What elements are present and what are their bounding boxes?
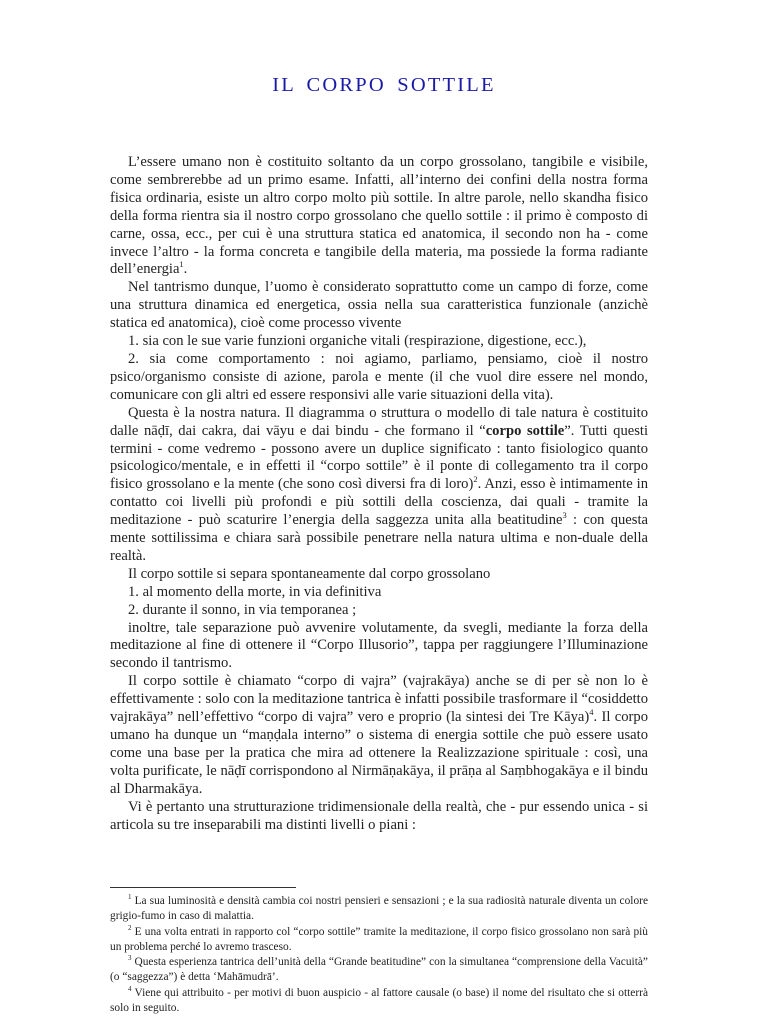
- list-item: 1. al momento della morte, in via definitiva: [128, 583, 382, 600]
- footnote-ref-4[interactable]: 4: [589, 707, 594, 718]
- footnote-ref-2[interactable]: 2: [473, 474, 478, 485]
- footnote-ref-3[interactable]: 3: [562, 510, 567, 521]
- paragraph-illusory-body: inoltre, tale separazione può avvenire volutamente, da svegli, mediante la forza della meditazione al fine di ottenere il “Corpo Illusorio”, tappa per raggiungere l’Illuminazione secondo il tantrismo.: [110, 619, 648, 672]
- footnote: $^1$ La sua luminosità e densità cambia coi nostri pensieri e sensazioni ; e la sua radiosità naturale diventa un colore grigio-fumo in caso di malattia.: [110, 893, 648, 923]
- list-item: 2. sia come comportamento : noi agiamo, parliamo, pensiamo, cioè il nostro psico/organismo consiste di azione, parola e mente (il che vuol dire essere nel mondo, comunicare con gli altri ed essere responsivi alle varie situazioni della vita).: [110, 350, 648, 403]
- paragraph-nature: Questa è la nostra natura. Il diagramma o struttura o modello di tale natura è costituito dalle nāḍī, dai cakra, dai vāyu e dai bindu - che formano il “corpo sottile”. Tutti questi termini - come vedremo - possono avere un duplice significato : tanto fisiologico quanto psicologico/mentale, e in effetti il “corpo sottile” è il ponte di collegamento tra il corpo fisico grossolano e la mente (che sono così diversi fra di loro)$^2$. Anzi, esso è intimamente in contatto coi livelli più profondi e più sottili della coscienza, dai quali - tramite la meditazione - può scaturire l’energia della saggezza unita alla beatitudine$^3$ : con questa mente sottilissima e chiara sarà possibile penetrare nella natura ultima e non-duale della realtà.: [110, 404, 649, 564]
- paragraph-reality: Vi è pertanto una strutturazione tridimensionale della realtà, che - pur essendo unica - si articola su tre inseparabili ma distinti livelli o piani :: [110, 798, 648, 833]
- footnote-divider: [110, 887, 296, 888]
- footnote: $^3$ Questa esperienza tantrica dell’unità della “Grande beatitudine” con la simultanea “comprensione della Vacuità” (o “saggezza”) è detta ‘Mahāmudrā’.: [110, 954, 648, 984]
- paragraph-separation: Il corpo sottile si separa spontaneamente dal corpo grossolano: [128, 565, 491, 582]
- footnote: $^4$ Viene qui attribuito - per motivi di buon auspicio - al fattore causale (o base) il nome del risultato che si otterrà solo in seguito.: [110, 984, 648, 1015]
- footnote-ref-1[interactable]: 1: [179, 259, 184, 270]
- paragraph-vajra-body: Il corpo sottile è chiamato “corpo di vajra” (vajrakāya) anche se di per sè non lo è effettivamente : solo con la meditazione tantrica è infatti possibile trasformare il “cosiddetto vajrakāya” nell’effettivo “corpo di vajra” vero e proprio (la sintesi dei Tre Kāya)$^4$. Il corpo umano ha dunque un “maṇḍala interno” o sistema di energia sottile che può essere usato come una base per la pratica che mira ad ottenere la Realizzazione spirituale : così, una volta purificate, le nāḍī corrispondono al Nirmāṇakāya, il prāṇa al Saṃbhogakāya e il bindu al Dharmakāya.: [110, 673, 648, 797]
- paragraph-intro: L’essere umano non è costituito soltanto da un corpo grossolano, tangibile e visibile, come sembrerebbe ad un primo esame. Infatti, all’interno dei confini della nostra forma fisica ordinaria, esiste un altro corpo molto più sottile. In altre parole, nello skandha fisico della forma rientra sia il nostro corpo grossolano che quello sottile : il primo è composto di carne, ossa, ecc., per cui è una struttura statica ed anatomica, il secondo non ha - come invece l’altro - la forma concreta e tangibile della materia, ma possiede la forma radiante dell’energia$^1$.: [110, 154, 648, 278]
- document-body: [110, 154, 648, 834]
- footnote: $^2$ E una volta entrati in rapporto col “corpo sottile” tramite la meditazione, il corpo fisico grossolano non sarà più un problema perché lo avremo trasceso.: [110, 923, 648, 953]
- footnotes: [110, 894, 648, 1016]
- page-title: IL CORPO SOTTILE: [272, 74, 496, 96]
- list-item: 1. sia con le sue varie funzioni organiche vitali (respirazione, digestione, ecc.),: [128, 333, 587, 350]
- paragraph-tantrism: Nel tantrismo dunque, l’uomo è considerato soprattutto come un campo di forze, come una struttura dinamica ed energetica, ossia nella sua caratteristica funzionale (anzichè statica ed anatomica), cioè come processo vivente: [110, 279, 648, 332]
- bold-term: corpo sottile: [485, 422, 565, 439]
- list-item: 2. durante il sonno, in via temporanea ;: [128, 601, 357, 618]
